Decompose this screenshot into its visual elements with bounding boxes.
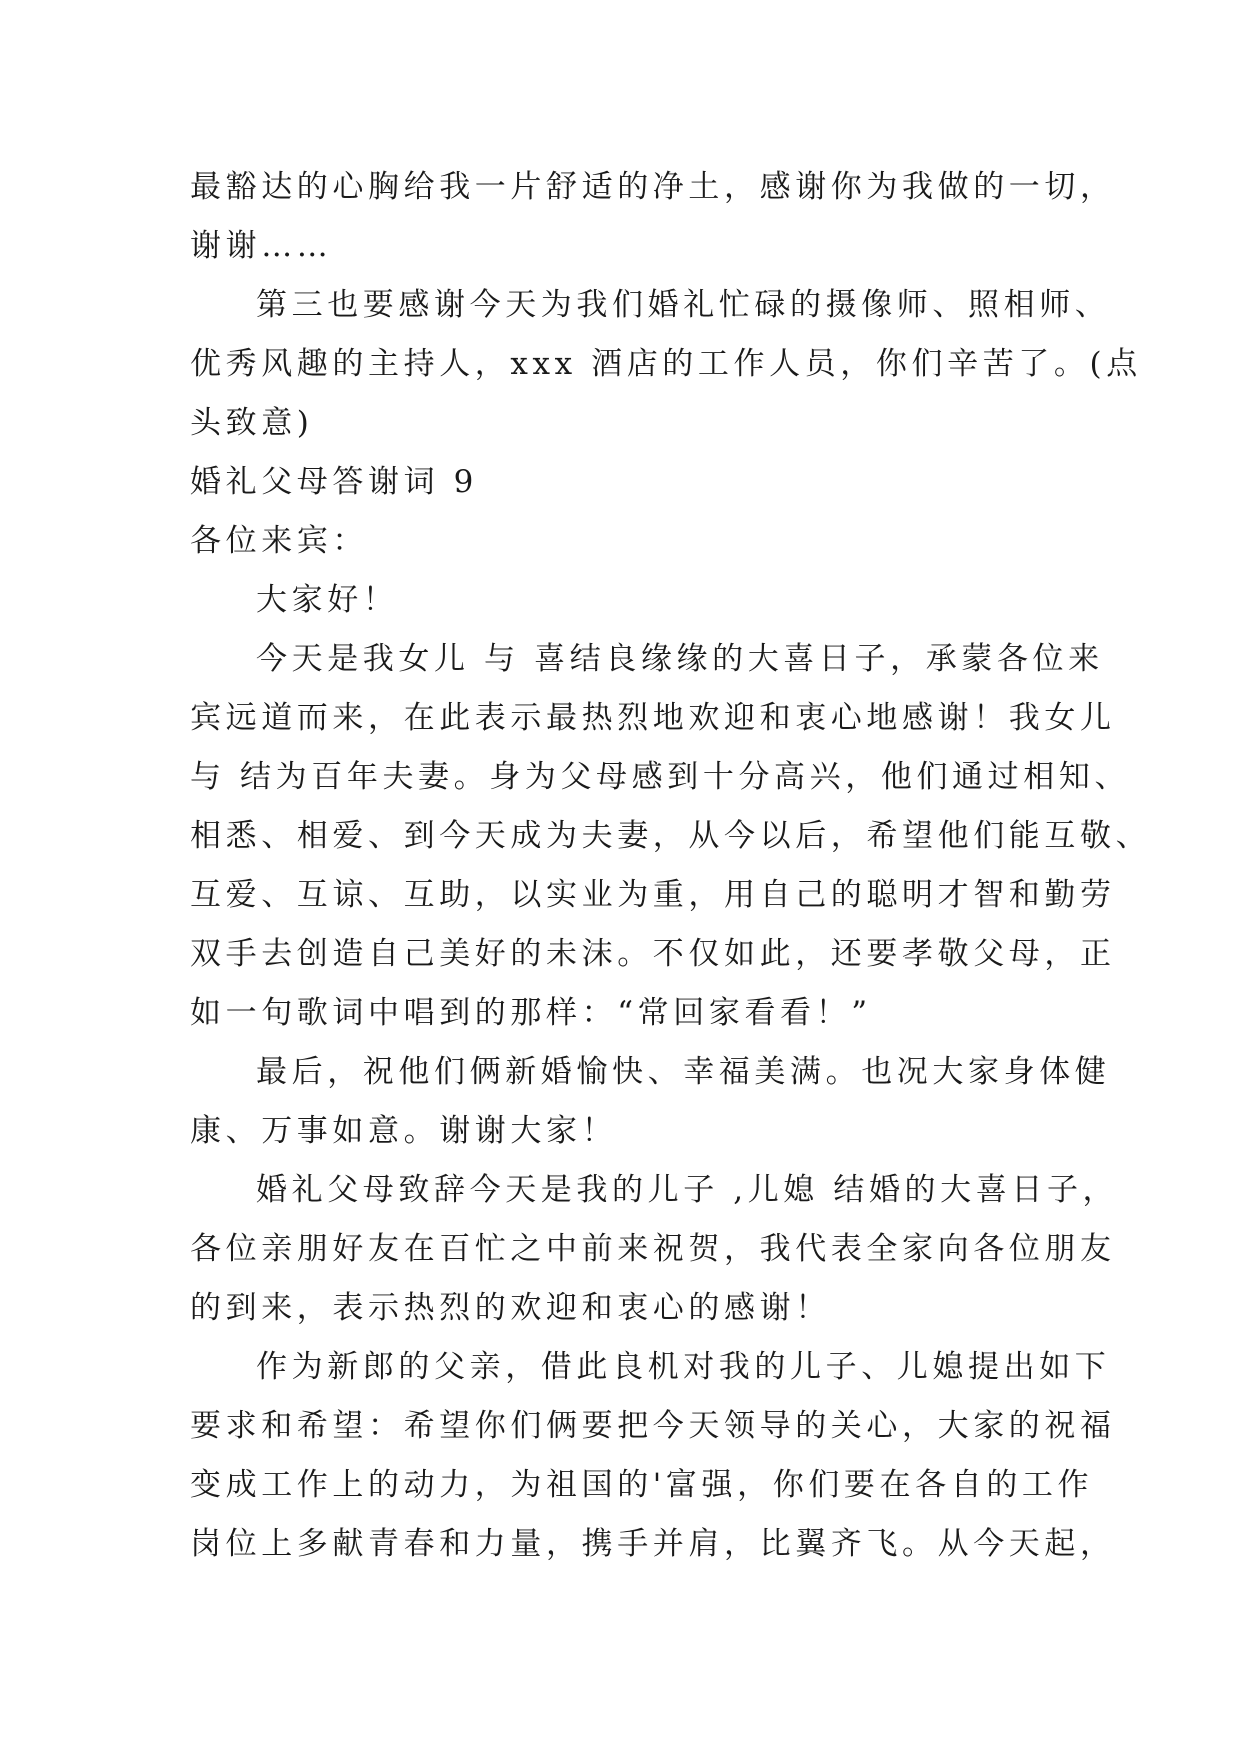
text-line: 与 结为百年夫妻。身为父母感到十分高兴，他们通过相知、 — [190, 759, 1131, 795]
text-line: 最后，祝他们俩新婚愉快、幸福美满。也况大家身体健 — [256, 1054, 1111, 1090]
text-line: 最豁达的心胸给我一片舒适的净土，感谢你为我做的一切， — [190, 169, 1116, 205]
text-line: 作为新郎的父亲，借此良机对我的儿子、儿媳提出如下 — [256, 1349, 1111, 1385]
text-line: 互爱、互谅、互助，以实业为重，用自己的聪明才智和勤劳 — [190, 877, 1116, 913]
greeting: 大家好！ — [256, 582, 399, 618]
text-line: 今天是我女儿 与 喜结良缘缘的大喜日子，承蒙各位来 — [256, 641, 1104, 677]
section-heading: 婚礼父母答谢词 9 — [190, 464, 478, 500]
text-line: 各位亲朋好友在百忙之中前来祝贺，我代表全家向各位朋友 — [190, 1231, 1116, 1267]
text-line: 的到来，表示热烈的欢迎和衷心的感谢！ — [190, 1290, 831, 1326]
text-line: 相悉、相爱、到今天成为夫妻，从今以后，希望他们能互敬、 — [190, 818, 1152, 854]
text-line: 谢谢…… — [190, 228, 333, 264]
text-line: 优秀风趣的主持人，xxx 酒店的工作人员，你们辛苦了。(点 — [190, 346, 1142, 382]
text-line: 变成工作上的动力，为祖国的'富强，你们要在各自的工作 — [190, 1467, 1094, 1503]
text-line: 康、万事如意。谢谢大家！ — [190, 1113, 618, 1149]
text-line: 婚礼父母致辞今天是我的儿子 ,儿媳 结婚的大喜日子， — [256, 1172, 1119, 1208]
text-line: 如一句歌词中唱到的那样：“常回家看看！” — [190, 995, 872, 1031]
text-line: 岗位上多献青春和力量，携手并肩，比翼齐飞。从今天起， — [190, 1526, 1116, 1562]
text-line: 第三也要感谢今天为我们婚礼忙碌的摄像师、照相师、 — [256, 287, 1111, 323]
document-body — [190, 158, 1152, 1574]
text-line: 要求和希望：希望你们俩要把今天领导的关心，大家的祝福 — [190, 1408, 1116, 1444]
text-line: 双手去创造自己美好的未沫。不仅如此，还要孝敬父母，正 — [190, 936, 1116, 972]
text-line: 头致意) — [190, 405, 314, 441]
salutation: 各位来宾： — [190, 523, 368, 559]
text-line: 宾远道而来，在此表示最热烈地欢迎和衷心地感谢！我女儿 — [190, 700, 1116, 736]
